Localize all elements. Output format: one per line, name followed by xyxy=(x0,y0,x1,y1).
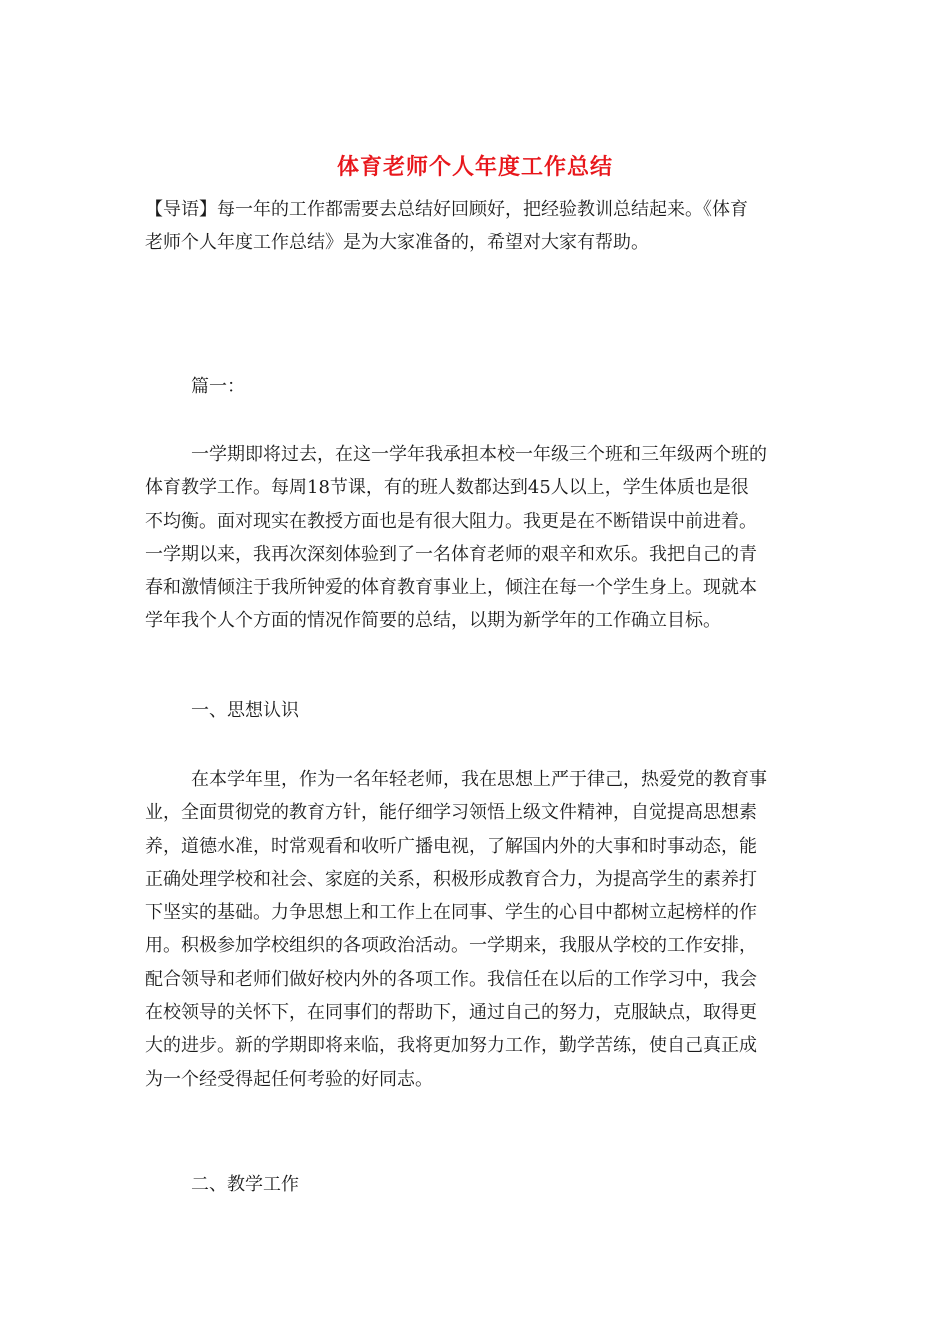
section-heading-1: 一、思想认识 xyxy=(191,700,299,721)
document-title: 体育老师个人年度工作总结 xyxy=(336,154,613,180)
intro-paragraph: 【导语】每一年的工作都需要去总结好回顾好，把经验教训总结起来。《体育 老师个人年度工作总结》是为大家准备的，希望对大家有帮助。 xyxy=(145,199,748,254)
body-paragraph-2: 在本学年里，作为一名年轻老师，我在思想上严于律己，热爱党的教育事 业，全面贯彻党的教育方针，能仔细学习领悟上级文件精神，自觉提高思想素 养，道德水准，时常观看和收听广播电视，了解国内外的大事和时事动态，能 正确处理学校和社会、家庭的关系，积极形成教育合力，为提高学生的素养打 下坚实的基础。力争思想上和工作上在同事、学生的心目中都树立起榜样的作 用。积极参加学校组织的各项政治活动。一学期来，我服从学校的工作安排， 配合领导和老师们做好校内外的各项工作。我信任在以后的工作学习中，我会 在校领导的关怀下，在同事们的帮助下，通过自己的努力，克服缺点，取得更 大的进步。新的学期即将来临，我将更加努力工作，勤学苦练，使自己真正成 为一个经受得起任何考验的好同志。 xyxy=(145,769,767,1090)
section-heading-2: 二、教学工作 xyxy=(191,1174,299,1195)
section-label: 篇一： xyxy=(191,376,245,397)
body-paragraph-1: 一学期即将过去，在这一学年我承担本校一年级三个班和三年级两个班的 体育教学工作。每周18节课，有的班人数都达到45人以上，学生体质也是很 不均衡。面对现实在教授方面也是有很大阻力。我更是在不断错误中前进着。 一学期以来，我再次深刻体验到了一名体育老师的艰辛和欢乐。我把自己的青 春和激情倾注于我所钟爱的体育教育事业上，倾注在每一个学生身上。现就本 学年我个人个方面的情况作简要的总结，以期为新学年的工作确立目标。 xyxy=(145,444,767,632)
